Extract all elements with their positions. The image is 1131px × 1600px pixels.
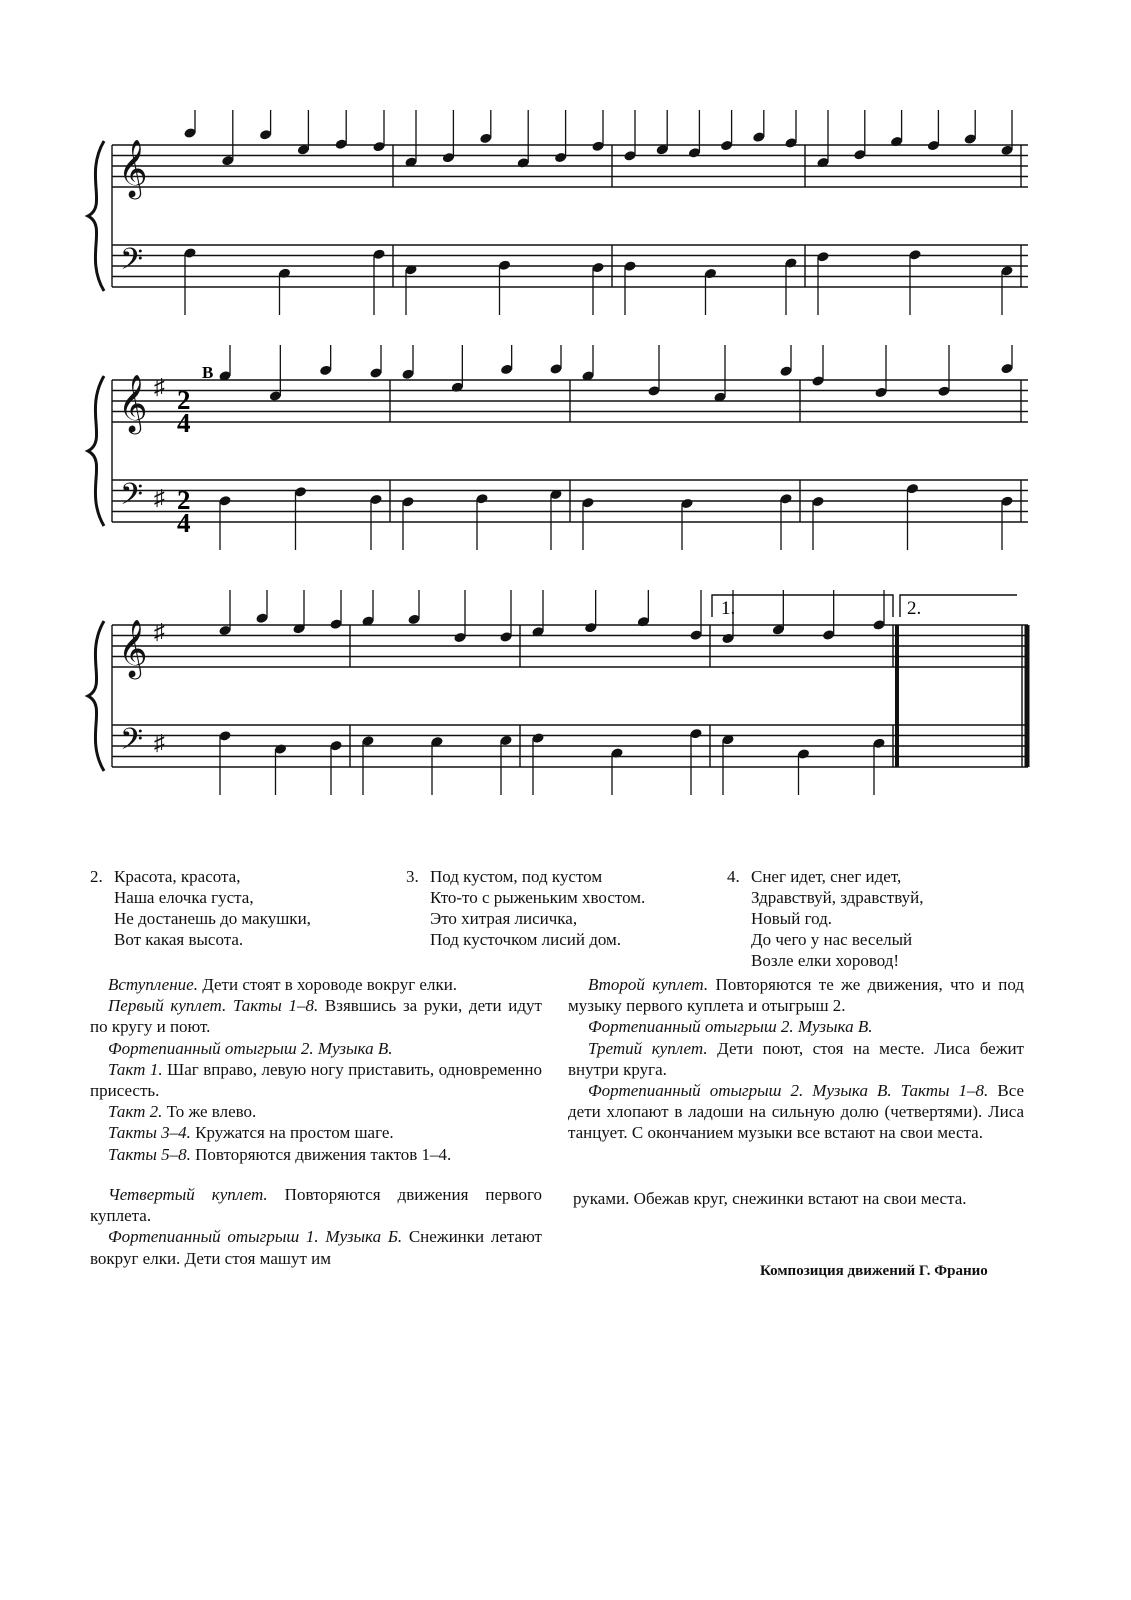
system-brace	[88, 621, 104, 771]
key-sharp: ♯	[154, 485, 165, 510]
volta-1-label: 1.	[721, 598, 736, 619]
key-sharp: ♯	[154, 619, 165, 644]
bass-clef: 𝄢	[120, 723, 144, 763]
verse-number: 4.	[727, 867, 740, 886]
instruction-paragraph: Фортепианный отыгрыш 2. Музыка В. Такты 1–8. Все дети хлопают в ладоши на сильную долю (четвертями). Лиса танцует. С окончанием музыки все встают на свои места.	[568, 1081, 1024, 1143]
verse-line: Это хитрая лисичка,	[430, 909, 578, 928]
instruction-paragraph: Фортепианный отыгрыш 1. Музыка Б. Снежинки летают вокруг елки. Дети стоя машут им	[90, 1227, 542, 1268]
bass-clef: 𝄢	[120, 478, 144, 518]
verse-line: Под кустом, под кустом	[430, 867, 603, 886]
instructions-right	[568, 974, 1024, 1144]
instruction-paragraph: Такт 1. Шаг вправо, левую ногу приставить, одновременно присесть.	[90, 1059, 542, 1101]
verse-line: Красота, красота,	[114, 867, 241, 886]
instructions-right-lower	[573, 1188, 1023, 1209]
instruction-paragraph: Такты 3–4. Кружатся на простом шаге.	[108, 1123, 394, 1143]
verse-4	[727, 866, 924, 971]
verse-number: 3.	[406, 867, 419, 886]
verse-line: Новый год.	[751, 909, 833, 928]
instruction-paragraph: Такт 2. То же влево.	[108, 1102, 257, 1122]
bass-clef: 𝄢	[120, 243, 144, 283]
instruction-paragraph: Третий куплет. Дети поют, стоя на месте. Лиса бежит внутри круга.	[568, 1038, 1024, 1079]
verse-line: Наша елочка густа,	[114, 888, 254, 907]
instruction-paragraph: Первый куплет. Такты 1–8. Взявшись за руки, дети идут по кругу и поют.	[90, 996, 542, 1037]
system-brace	[88, 376, 104, 526]
instruction-paragraph: Четвертый куплет. Повторяются движения первого куплета.	[90, 1185, 542, 1226]
choreography-credit: Композиция движений Г. Франио	[760, 1263, 988, 1279]
verse-3	[406, 866, 645, 950]
verse-line: Снег идет, снег идет,	[751, 867, 902, 886]
treble-clef: 𝄞	[118, 375, 148, 431]
instruction-paragraph: Второй куплет. Повторяются те же движения, что и под музыку первого куплета и отыгрыш 2.	[568, 975, 1025, 1016]
verse-line: До чего у нас веселый	[751, 930, 913, 949]
verse-line: Вот какая высота.	[114, 930, 244, 949]
treble-clef: 𝄞	[118, 140, 148, 196]
system-brace	[88, 141, 104, 291]
section-mark: В	[202, 363, 214, 382]
verse-line: Здравствуй, здравствуй,	[751, 888, 924, 907]
verse-2	[90, 866, 311, 950]
time-sig-treble-top: 2	[177, 385, 191, 415]
time-sig-bass-bottom: 4	[177, 508, 191, 538]
instruction-paragraph: Фортепианный отыгрыш 2. Музыка В.	[108, 1038, 393, 1058]
verse-line: Не достанешь до макушки,	[114, 909, 311, 928]
instruction-paragraph: руками. Обежав круг, снежинки встают на свои места.	[573, 1189, 967, 1208]
verse-line: Под кусточком лисий дом.	[430, 930, 622, 949]
time-sig-treble-bottom: 4	[177, 408, 191, 438]
treble-clef: 𝄞	[118, 620, 148, 676]
instruction-paragraph: Фортепианный отыгрыш 2. Музыка В.	[588, 1017, 873, 1037]
verse-line: Кто-то с рыженьким хвостом.	[430, 888, 646, 907]
verse-line: Возле елки хоровод!	[751, 951, 900, 970]
instruction-paragraph: Вступление. Дети стоят в хороводе вокруг елки.	[108, 975, 458, 994]
verse-number: 2.	[90, 867, 103, 886]
time-sig-bass-top: 2	[177, 485, 191, 515]
volta-2-label: 2.	[907, 598, 922, 619]
instructions-left-lower	[90, 1184, 542, 1269]
instructions-left	[90, 974, 542, 1165]
instruction-paragraph: Такты 5–8. Повторяются движения тактов 1–4.	[108, 1144, 452, 1164]
key-sharp: ♯	[154, 374, 165, 399]
volta-bracket	[712, 595, 893, 617]
key-sharp: ♯	[154, 730, 165, 755]
